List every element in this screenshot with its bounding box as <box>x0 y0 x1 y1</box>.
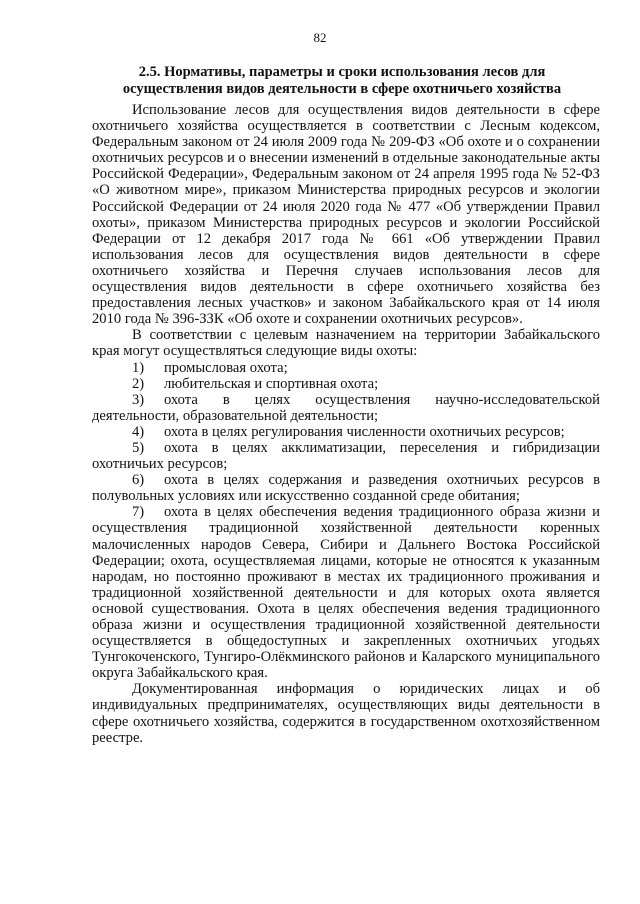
paragraph-hunting-intro: В соответствии с целевым назначением на территории Забайкальского края могут осуществляться следующие виды охоты: <box>92 327 600 360</box>
list-item <box>92 376 600 392</box>
list-item <box>92 360 600 376</box>
list-item <box>92 472 600 504</box>
document-body <box>92 102 600 746</box>
list-item-number: 6) <box>132 472 145 489</box>
list-item-number: 3) <box>132 391 145 408</box>
list-item-number: 7) <box>132 504 145 521</box>
section-heading: 2.5. Нормативы, параметры и сроки использования лесов для осуществления видов деятельности в сфере охотничьего хозяйства <box>122 64 562 97</box>
list-item-text: охота в целях осуществления научно-исследовательской деятельности, образовательной деятельности; <box>92 391 600 424</box>
list-item-text: охота в целях регулирования численности охотничьих ресурсов; <box>164 423 565 440</box>
list-item <box>92 392 600 424</box>
list-item-number: 1) <box>132 359 145 376</box>
list-item-number: 2) <box>132 375 145 392</box>
list-item <box>92 440 600 472</box>
paragraph-registry: Документированная информация о юридических лицах и об индивидуальных предпринимателях, осуществляющих виды деятельности в сфере охотничьего хозяйства, содержится в государственном охотхозяйственном реестре. <box>92 681 600 746</box>
list-item <box>92 504 600 681</box>
page-number: 82 <box>313 30 327 45</box>
list-item <box>92 424 600 440</box>
list-item-number: 4) <box>132 423 145 440</box>
list-item-text: промысловая охота; <box>164 359 288 376</box>
list-item-number: 5) <box>132 439 145 456</box>
list-item-text: охота в целях содержания и разведения охотничьих ресурсов в полувольных условиях или искусственно созданной среде обитания; <box>92 472 600 505</box>
paragraph-legal-basis: Использование лесов для осуществления видов деятельности в сфере охотничьего хозяйства осуществляется в соответствии с Лесным кодексом, Федеральным законом от 24 июля 2009 года № 209-ФЗ «Об охоте и о сохранении охотничьих ресурсов и о внесении изменений в отдельные законодательные акты Российской Федерации», Федеральным законом от 24 апреля 1995 года № 52-ФЗ «О животном мире», приказом Министерства природных ресурсов и экологии Российской Федерации от 24 июля 2020 года № 477 «Об утверждении Правил охоты», приказом Министерства природных ресурсов и экологии Российской Федерации от 12 декабря 2017 года № 661 «Об утверждении Правил использования лесов для осуществления видов деятельности в сфере охотничьего хозяйства и Перечня случаев использования лесов для осуществления видов деятельности в сфере охотничьего хозяйства без предоставления лесных участков» и законом Забайкальского края от 14 июля 2010 года № 396-ЗЗК «Об охоте и сохранении охотничьих ресурсов». <box>92 102 600 328</box>
list-item-text: охота в целях обеспечения ведения традиционного образа жизни и осуществления традиционной хозяйственной деятельности коренных малочисленных народов Севера, Сибири и Дальнего Востока Российской Федерации; охота, осуществляемая лицами, которые не относятся к указанным народам, но постоянно проживают в местах их традиционного проживания и традиционной хозяйственной деятельности и для которых охота является основой существования. Охота в целях обеспечения ведения традиционного образа жизни и осуществления традиционной хозяйственной деятельности осуществляется в общедоступных и закрепленных охотничьих угодьях Тунгокоченского, Тунгиро-Олёкминского районов и Каларского муниципального округа Забайкальского края. <box>92 504 600 682</box>
list-item-text: охота в целях акклиматизации, переселения и гибридизации охотничьих ресурсов; <box>92 439 600 473</box>
list-item-text: любительская и спортивная охота; <box>164 375 379 392</box>
